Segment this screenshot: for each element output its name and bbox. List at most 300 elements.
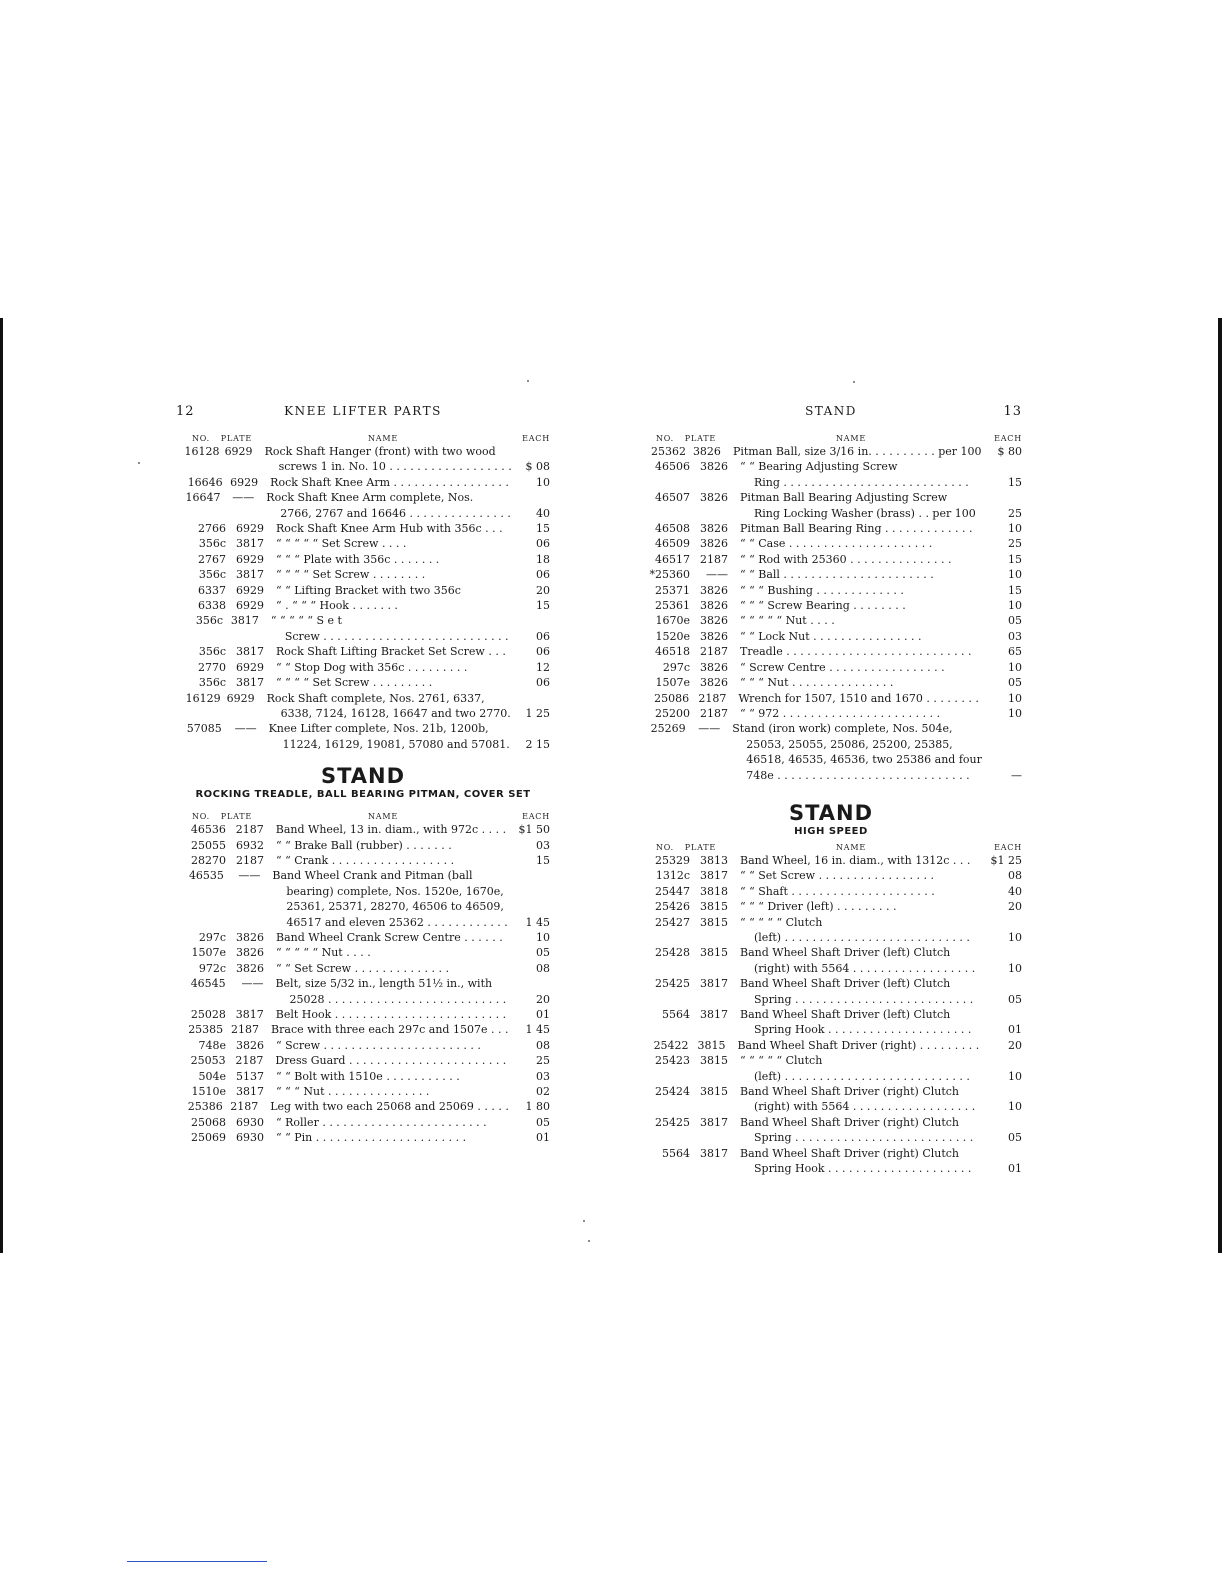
part-number: 46536	[190, 823, 226, 837]
part-name	[732, 613, 978, 628]
unit-price: 06	[536, 537, 550, 551]
table-row	[176, 691, 550, 722]
part-name-line: “ “ Case . . . . . . . . . . . . . . . . . . . . .	[740, 537, 933, 551]
part-name	[257, 444, 512, 475]
part-name-line: Rock Shaft Knee Arm . . . . . . . . . . . . . . . . .	[270, 475, 509, 489]
right-running-head	[640, 400, 1022, 426]
part-number: 25425	[655, 1115, 690, 1129]
part-number: 46506	[655, 460, 690, 474]
part-number: 2767	[198, 552, 226, 566]
plate-number: 3826	[700, 491, 728, 505]
unit-price: 03	[1008, 629, 1022, 643]
part-name-line: Treadle . . . . . . . . . . . . . . . . . . . . . . . . . . .	[740, 645, 972, 659]
part-number: *25360	[649, 568, 690, 582]
part-name	[268, 945, 506, 960]
part-number: 46518	[655, 645, 690, 659]
table-row	[176, 868, 550, 930]
part-name	[729, 1038, 979, 1053]
col-no: NO.	[191, 812, 210, 822]
table-row	[176, 583, 550, 598]
table-row	[640, 976, 1022, 1007]
part-name-line: Band Wheel Crank and Pitman (ball	[272, 869, 473, 883]
unit-price: $ 08	[525, 460, 550, 474]
part-name-line: Rock Shaft Knee Arm Hub with 356c . . .	[276, 522, 503, 536]
table-row	[176, 567, 550, 582]
part-name-line: “ “ “ Plate with 356c . . . . . . .	[276, 552, 440, 566]
part-name	[732, 490, 978, 521]
part-name	[268, 567, 506, 582]
part-name	[732, 459, 978, 490]
table-row	[176, 838, 550, 853]
part-name-line: “ “ “ “ Set Screw . . . . . . . .	[276, 568, 426, 582]
unit-price: 20	[536, 992, 550, 1006]
part-number: 25028	[190, 1008, 226, 1021]
part-number: 25068	[191, 1115, 226, 1129]
part-name	[732, 868, 978, 883]
unit-price: 1 45	[525, 1023, 550, 1037]
table-row	[176, 444, 550, 475]
part-name	[732, 884, 978, 899]
scan-speck	[583, 1220, 585, 1222]
unit-price: 06	[536, 629, 550, 643]
unit-price: —	[1011, 768, 1022, 782]
plate-number: 3815	[700, 1085, 728, 1099]
part-name-line: Ring . . . . . . . . . . . . . . . . . . . . . . . . . . .	[754, 475, 969, 489]
col-plate: PLATE	[684, 434, 716, 443]
part-number: 356c	[198, 537, 226, 551]
part-number: 25069	[191, 1131, 226, 1145]
unit-price: 65	[1008, 645, 1022, 659]
table-row	[640, 691, 1022, 706]
part-name-line: Wrench for 1507, 1510 and 1670 . . . . . . . .	[738, 691, 979, 705]
part-name-line: Pitman Ball, size 3/16 in. . . . . . . . . . per 100	[732, 445, 982, 458]
part-name-line: Band Wheel Shaft Driver (right) . . . . . . . . .	[737, 1038, 980, 1052]
part-number: 46517	[655, 552, 690, 566]
page-number: 12	[176, 404, 195, 419]
table-row	[176, 521, 550, 536]
part-number: 25269	[650, 722, 686, 736]
plate-number: 2187	[700, 552, 728, 566]
part-name	[732, 675, 978, 690]
plate-number: 3826	[236, 946, 264, 960]
plate-number: 6929	[236, 599, 264, 613]
table-row	[176, 613, 550, 644]
part-name-line: “ “ “ Nut . . . . . . . . . . . . . . .	[740, 676, 894, 690]
unit-price: 05	[1008, 614, 1022, 628]
plate-number: 2187	[236, 853, 264, 867]
part-name-line: 25361, 25371, 28270, 46506 to 46509,	[286, 900, 504, 914]
part-name	[268, 930, 506, 945]
part-name-line: “ “ “ Driver (left) . . . . . . . . .	[740, 900, 897, 914]
unit-price: 03	[536, 838, 550, 852]
plate-number: 3817	[700, 977, 728, 991]
part-name-line: “ “ “ “ “ S e t	[270, 614, 342, 628]
plate-number: 2187	[700, 706, 728, 720]
part-number: 297c	[662, 660, 690, 674]
part-name-line: “ “ Pin . . . . . . . . . . . . . . . . . . . . . .	[276, 1131, 467, 1145]
plate-number: 3817	[236, 537, 264, 551]
unit-price: 01	[536, 1008, 550, 1021]
plate-number: 3817	[236, 676, 264, 690]
underline-mark	[127, 1561, 267, 1562]
part-number: 356c	[195, 614, 224, 628]
left-page	[176, 400, 550, 1146]
unit-price: 15	[1008, 475, 1022, 489]
part-name-line: 748e . . . . . . . . . . . . . . . . . . . . . . . . . . . .	[746, 768, 970, 782]
part-name-line: “ “ Rod with 25360 . . . . . . . . . . . . . . .	[740, 552, 952, 566]
table-row	[640, 583, 1022, 598]
page-number: 13	[1003, 404, 1022, 419]
part-name	[263, 1022, 508, 1037]
part-name	[732, 915, 978, 946]
column-headers	[176, 812, 550, 821]
unit-price: 40	[536, 506, 550, 520]
plate-number: 3815	[700, 946, 728, 960]
part-name-line: Band Wheel, 13 in. diam., with 972c . . . .	[275, 823, 507, 837]
part-name-line: Stand (iron work) complete, Nos. 504e,	[732, 722, 953, 736]
part-name-line: “ “ Set Screw . . . . . . . . . . . . . .	[276, 961, 449, 975]
table-row	[176, 552, 550, 567]
stand-parts-table	[640, 444, 1022, 783]
unit-price: 2 15	[525, 737, 550, 751]
part-name	[732, 976, 978, 1007]
table-row	[640, 1053, 1022, 1084]
col-plate: PLATE	[220, 812, 252, 822]
table-row	[640, 490, 1022, 521]
part-name-line: Band Wheel Shaft Driver (right) Clutch	[740, 1115, 960, 1129]
plate-number: 3817	[700, 869, 728, 883]
part-number: 25086	[654, 691, 690, 705]
unit-price: 40	[1008, 884, 1022, 898]
plate-number: 2187	[235, 1054, 264, 1068]
part-name-line: Spring . . . . . . . . . . . . . . . . . . . . . . . . . .	[754, 992, 974, 1006]
table-row	[176, 1007, 550, 1022]
plate-number: 3826	[700, 660, 728, 674]
part-number: 25425	[655, 977, 690, 991]
part-name	[259, 691, 511, 722]
part-name	[268, 536, 506, 551]
col-name: NAME	[367, 434, 398, 443]
part-name	[732, 853, 978, 868]
plate-number: 3817	[230, 614, 259, 628]
unit-price: $1 25	[990, 853, 1022, 867]
scan-border-left	[0, 318, 3, 1253]
table-row	[640, 1084, 1022, 1115]
part-name-line: Screw . . . . . . . . . . . . . . . . . . . . . . . . . . .	[284, 629, 509, 643]
part-name	[732, 899, 978, 914]
part-name-line: “ “ Lock Nut . . . . . . . . . . . . . . . .	[740, 629, 922, 643]
part-name-line: (right) with 5564 . . . . . . . . . . . . . . . . . .	[754, 1100, 976, 1114]
unit-price: 25	[536, 1054, 550, 1068]
high-speed-parts-table	[640, 853, 1022, 1177]
unit-price: 02	[536, 1085, 550, 1099]
part-name-line: (left) . . . . . . . . . . . . . . . . . . . . . . . . . . .	[754, 930, 970, 944]
table-row	[176, 853, 550, 868]
part-name-line: Leg with two each 25068 and 25069 . . . . .	[270, 1100, 509, 1114]
table-row	[640, 660, 1022, 675]
part-name-line: “ “ Lifting Bracket with two 356c	[276, 583, 461, 597]
col-each: EACH	[994, 842, 1022, 852]
part-name-line: “ “ Brake Ball (rubber) . . . . . . .	[276, 838, 452, 852]
unit-price: 01	[1008, 1162, 1022, 1176]
part-name-line: Pitman Ball Bearing Ring . . . . . . . . . . . . .	[740, 522, 973, 536]
plate-number: 3826	[700, 599, 728, 613]
plate-number: 3817	[700, 1146, 728, 1160]
part-name	[732, 1053, 978, 1084]
unit-price: 10	[1008, 706, 1022, 720]
plate-number: 2187	[700, 645, 728, 659]
plate-number: 6929	[226, 691, 255, 705]
scan-speck	[588, 1240, 590, 1242]
part-name-line: “ Roller . . . . . . . . . . . . . . . . . . . . . . . .	[276, 1115, 487, 1129]
col-name: NAME	[835, 842, 866, 852]
left-running-head	[176, 400, 550, 426]
plate-number: 3826	[236, 961, 264, 975]
table-row	[176, 976, 550, 1007]
part-name-line: “ “ “ “ “ Nut . . . .	[740, 614, 835, 628]
part-number: 1520e	[655, 629, 690, 643]
unit-price: 10	[1008, 1069, 1022, 1083]
part-number: 28270	[191, 853, 226, 867]
unit-price: 1 45	[525, 915, 550, 929]
plate-number: 3817	[235, 1008, 264, 1021]
part-number: 2766	[198, 522, 226, 536]
part-name-line: Band Wheel Shaft Driver (left) Clutch	[740, 946, 951, 960]
plate-number: 6929	[230, 475, 259, 489]
part-number: 972c	[198, 961, 226, 975]
plate-number: 3826	[700, 583, 728, 597]
part-number: 25200	[655, 706, 690, 720]
table-row	[640, 1146, 1022, 1177]
page-heading: KNEE LIFTER PARTS	[284, 404, 442, 418]
plate-number: 6930	[236, 1115, 264, 1129]
section-subtitle: ROCKING TREADLE, BALL BEARING PITMAN, COVER SET	[195, 789, 531, 801]
table-row	[176, 1022, 550, 1037]
table-row	[176, 1069, 550, 1084]
column-headers	[176, 434, 550, 443]
part-name-line: Spring . . . . . . . . . . . . . . . . . . . . . . . . . .	[754, 1131, 974, 1145]
part-name-line: “ Screw . . . . . . . . . . . . . . . . . . . . . . .	[276, 1038, 481, 1052]
plate-number: 3826	[236, 930, 264, 944]
part-number: 504e	[198, 1069, 226, 1083]
table-row	[640, 629, 1022, 644]
part-name	[268, 660, 506, 675]
part-name-line: “ “ Stop Dog with 356c . . . . . . . . .	[276, 660, 468, 674]
unit-price: 15	[536, 522, 550, 536]
unit-price: 01	[536, 1131, 550, 1145]
col-name: NAME	[367, 812, 398, 822]
table-row	[640, 567, 1022, 582]
part-number: 25362	[650, 445, 686, 458]
part-name-line: Ring Locking Washer (brass) . . per 100	[754, 506, 976, 520]
part-name-line: Band Wheel Shaft Driver (left) Clutch	[740, 1008, 951, 1021]
table-row	[176, 1053, 550, 1068]
part-number: 46507	[655, 491, 690, 505]
plate-number: 6930	[236, 1131, 264, 1145]
col-no: NO.	[655, 842, 674, 852]
part-name-line: “ Screw Centre . . . . . . . . . . . . . . . . .	[740, 660, 945, 674]
part-number: 57085	[186, 722, 222, 736]
unit-price: 03	[536, 1069, 550, 1083]
part-name-line: “ “ Ball . . . . . . . . . . . . . . . . . . . . . .	[740, 568, 934, 582]
table-row	[176, 1115, 550, 1130]
part-name-line: 11224, 16129, 19081, 57080 and 57081.	[282, 737, 510, 751]
unit-price: 15	[536, 853, 550, 867]
plate-number: 3813	[700, 853, 728, 867]
part-name-line: Pitman Ball Bearing Adjusting Screw	[740, 491, 948, 505]
col-no: NO.	[191, 434, 210, 443]
table-row	[176, 1099, 550, 1114]
unit-price: 10	[536, 930, 550, 944]
part-number: 1670e	[655, 614, 690, 628]
col-each: EACH	[994, 434, 1022, 443]
plate-number: 2187	[235, 823, 264, 837]
unit-price: 15	[1008, 552, 1022, 566]
table-row	[640, 675, 1022, 690]
page-heading: STAND	[805, 404, 857, 418]
part-name	[267, 976, 506, 1007]
part-name-line: Brace with three each 297c and 1507e . . .	[271, 1023, 509, 1037]
table-row	[640, 1038, 1022, 1053]
part-name-line: Belt, size 5/32 in., length 51½ in., with	[275, 977, 493, 991]
part-name-line: “ “ Crank . . . . . . . . . . . . . . . . . .	[276, 853, 455, 867]
plate-number: 3826	[700, 676, 728, 690]
plate-number: 3817	[236, 1085, 264, 1099]
plate-number: 3815	[700, 1054, 728, 1068]
table-row	[176, 675, 550, 690]
plate-number: 3818	[700, 884, 728, 898]
part-name	[268, 1084, 506, 1099]
table-row	[176, 1130, 550, 1145]
plate-number: 3817	[700, 1008, 728, 1021]
unit-price: 10	[1008, 599, 1022, 613]
part-name	[268, 552, 506, 567]
section-title: STAND	[788, 800, 874, 825]
part-name	[263, 613, 509, 644]
part-name-line: “ “ Shaft . . . . . . . . . . . . . . . . . . . . .	[740, 884, 935, 898]
part-name	[264, 868, 507, 930]
unit-price: 05	[536, 1115, 550, 1129]
plate-number: 2187	[698, 691, 727, 705]
part-number: 25386	[187, 1100, 223, 1114]
part-name-line: 6338, 7124, 16128, 16647 and two 2770.	[280, 706, 511, 720]
part-name-line: “ “ “ “ “ Nut . . . .	[276, 946, 371, 960]
plate-number: 6929	[236, 522, 264, 536]
part-name-line: Band Wheel Crank Screw Centre . . . . . .	[276, 930, 503, 944]
part-name	[268, 675, 506, 690]
table-row	[640, 721, 1022, 783]
table-row	[640, 915, 1022, 946]
part-name	[262, 475, 509, 490]
part-name	[268, 1038, 506, 1053]
unit-price: 06	[536, 676, 550, 690]
unit-price: 18	[536, 552, 550, 566]
unit-price: 08	[536, 1038, 550, 1052]
scan-border-right	[1218, 318, 1222, 1253]
part-name-line: 2766, 2767 and 16646 . . . . . . . . . . . . . . .	[280, 506, 511, 520]
section-subtitle: HIGH SPEED	[794, 825, 868, 837]
unit-price: 1 80	[525, 1100, 550, 1114]
table-row	[640, 536, 1022, 551]
table-row	[176, 660, 550, 675]
part-name	[732, 521, 978, 536]
col-each: EACH	[522, 434, 550, 443]
part-name-line: (left) . . . . . . . . . . . . . . . . . . . . . . . . . . .	[754, 1069, 970, 1083]
part-name	[730, 691, 978, 706]
part-number: 748e	[198, 1038, 226, 1052]
part-name-line: screws 1 in. No. 10 . . . . . . . . . . . . . . . . . .	[278, 460, 512, 474]
unit-price: 15	[536, 599, 550, 613]
part-number: 297c	[198, 930, 226, 944]
plate-number: ——	[698, 722, 721, 736]
unit-price: $ 80	[997, 445, 1022, 458]
part-number: 1312c	[655, 869, 690, 883]
unit-price: 06	[536, 568, 550, 582]
part-name-line: Band Wheel Shaft Driver (right) Clutch	[740, 1085, 960, 1099]
part-number: 16646	[187, 475, 223, 489]
part-name	[268, 521, 506, 536]
part-name	[258, 490, 511, 521]
plate-number: 3826	[700, 629, 728, 643]
part-number: 25426	[655, 900, 690, 914]
part-name-line: “ “ Bearing Adjusting Screw	[740, 460, 898, 474]
part-name	[732, 598, 978, 613]
part-name	[268, 1007, 506, 1022]
part-name	[261, 721, 510, 752]
part-name-line: “ . “ “ “ Hook . . . . . . .	[276, 599, 398, 613]
unit-price: 20	[536, 583, 550, 597]
col-name: NAME	[835, 434, 866, 443]
part-number: 356c	[198, 568, 226, 582]
part-name-line: Band Wheel Shaft Driver (right) Clutch	[740, 1146, 960, 1160]
unit-price: 25	[1008, 506, 1022, 520]
part-name-line: 25028 . . . . . . . . . . . . . . . . . . . . . . . . . .	[289, 992, 507, 1006]
part-name	[732, 552, 978, 567]
part-number: 6338	[198, 599, 226, 613]
unit-price: 08	[536, 961, 550, 975]
part-number: 25424	[655, 1085, 690, 1099]
part-number: 16128	[184, 445, 220, 458]
part-name	[732, 1115, 978, 1146]
part-number: 5564	[662, 1008, 690, 1021]
part-name	[732, 629, 978, 644]
unit-price: 10	[1008, 691, 1023, 705]
table-row	[176, 930, 550, 945]
table-row	[640, 459, 1022, 490]
part-number: 25427	[655, 915, 690, 929]
part-number: 1510e	[191, 1085, 226, 1099]
table-row	[176, 945, 550, 960]
part-number: 1507e	[655, 676, 690, 690]
plate-number: 3826	[236, 1038, 264, 1052]
part-name-line: Spring Hook . . . . . . . . . . . . . . . . . . . . .	[754, 1023, 972, 1037]
unit-price: 10	[1008, 930, 1022, 944]
plate-number: ——	[238, 869, 261, 883]
plate-number: 2187	[231, 1023, 260, 1037]
part-number: 5564	[662, 1146, 690, 1160]
table-row	[640, 644, 1022, 659]
plate-number: 3817	[236, 645, 264, 659]
part-number: 2770	[198, 660, 226, 674]
part-number: 25422	[653, 1038, 689, 1052]
part-number: 356c	[198, 645, 226, 659]
part-name	[262, 1099, 509, 1114]
unit-price: 20	[1008, 900, 1022, 914]
part-name	[732, 536, 978, 551]
part-name-line: Rock Shaft Lifting Bracket Set Screw . . .	[276, 645, 506, 659]
plate-number: 3826	[700, 522, 728, 536]
part-number: 25329	[655, 853, 690, 867]
